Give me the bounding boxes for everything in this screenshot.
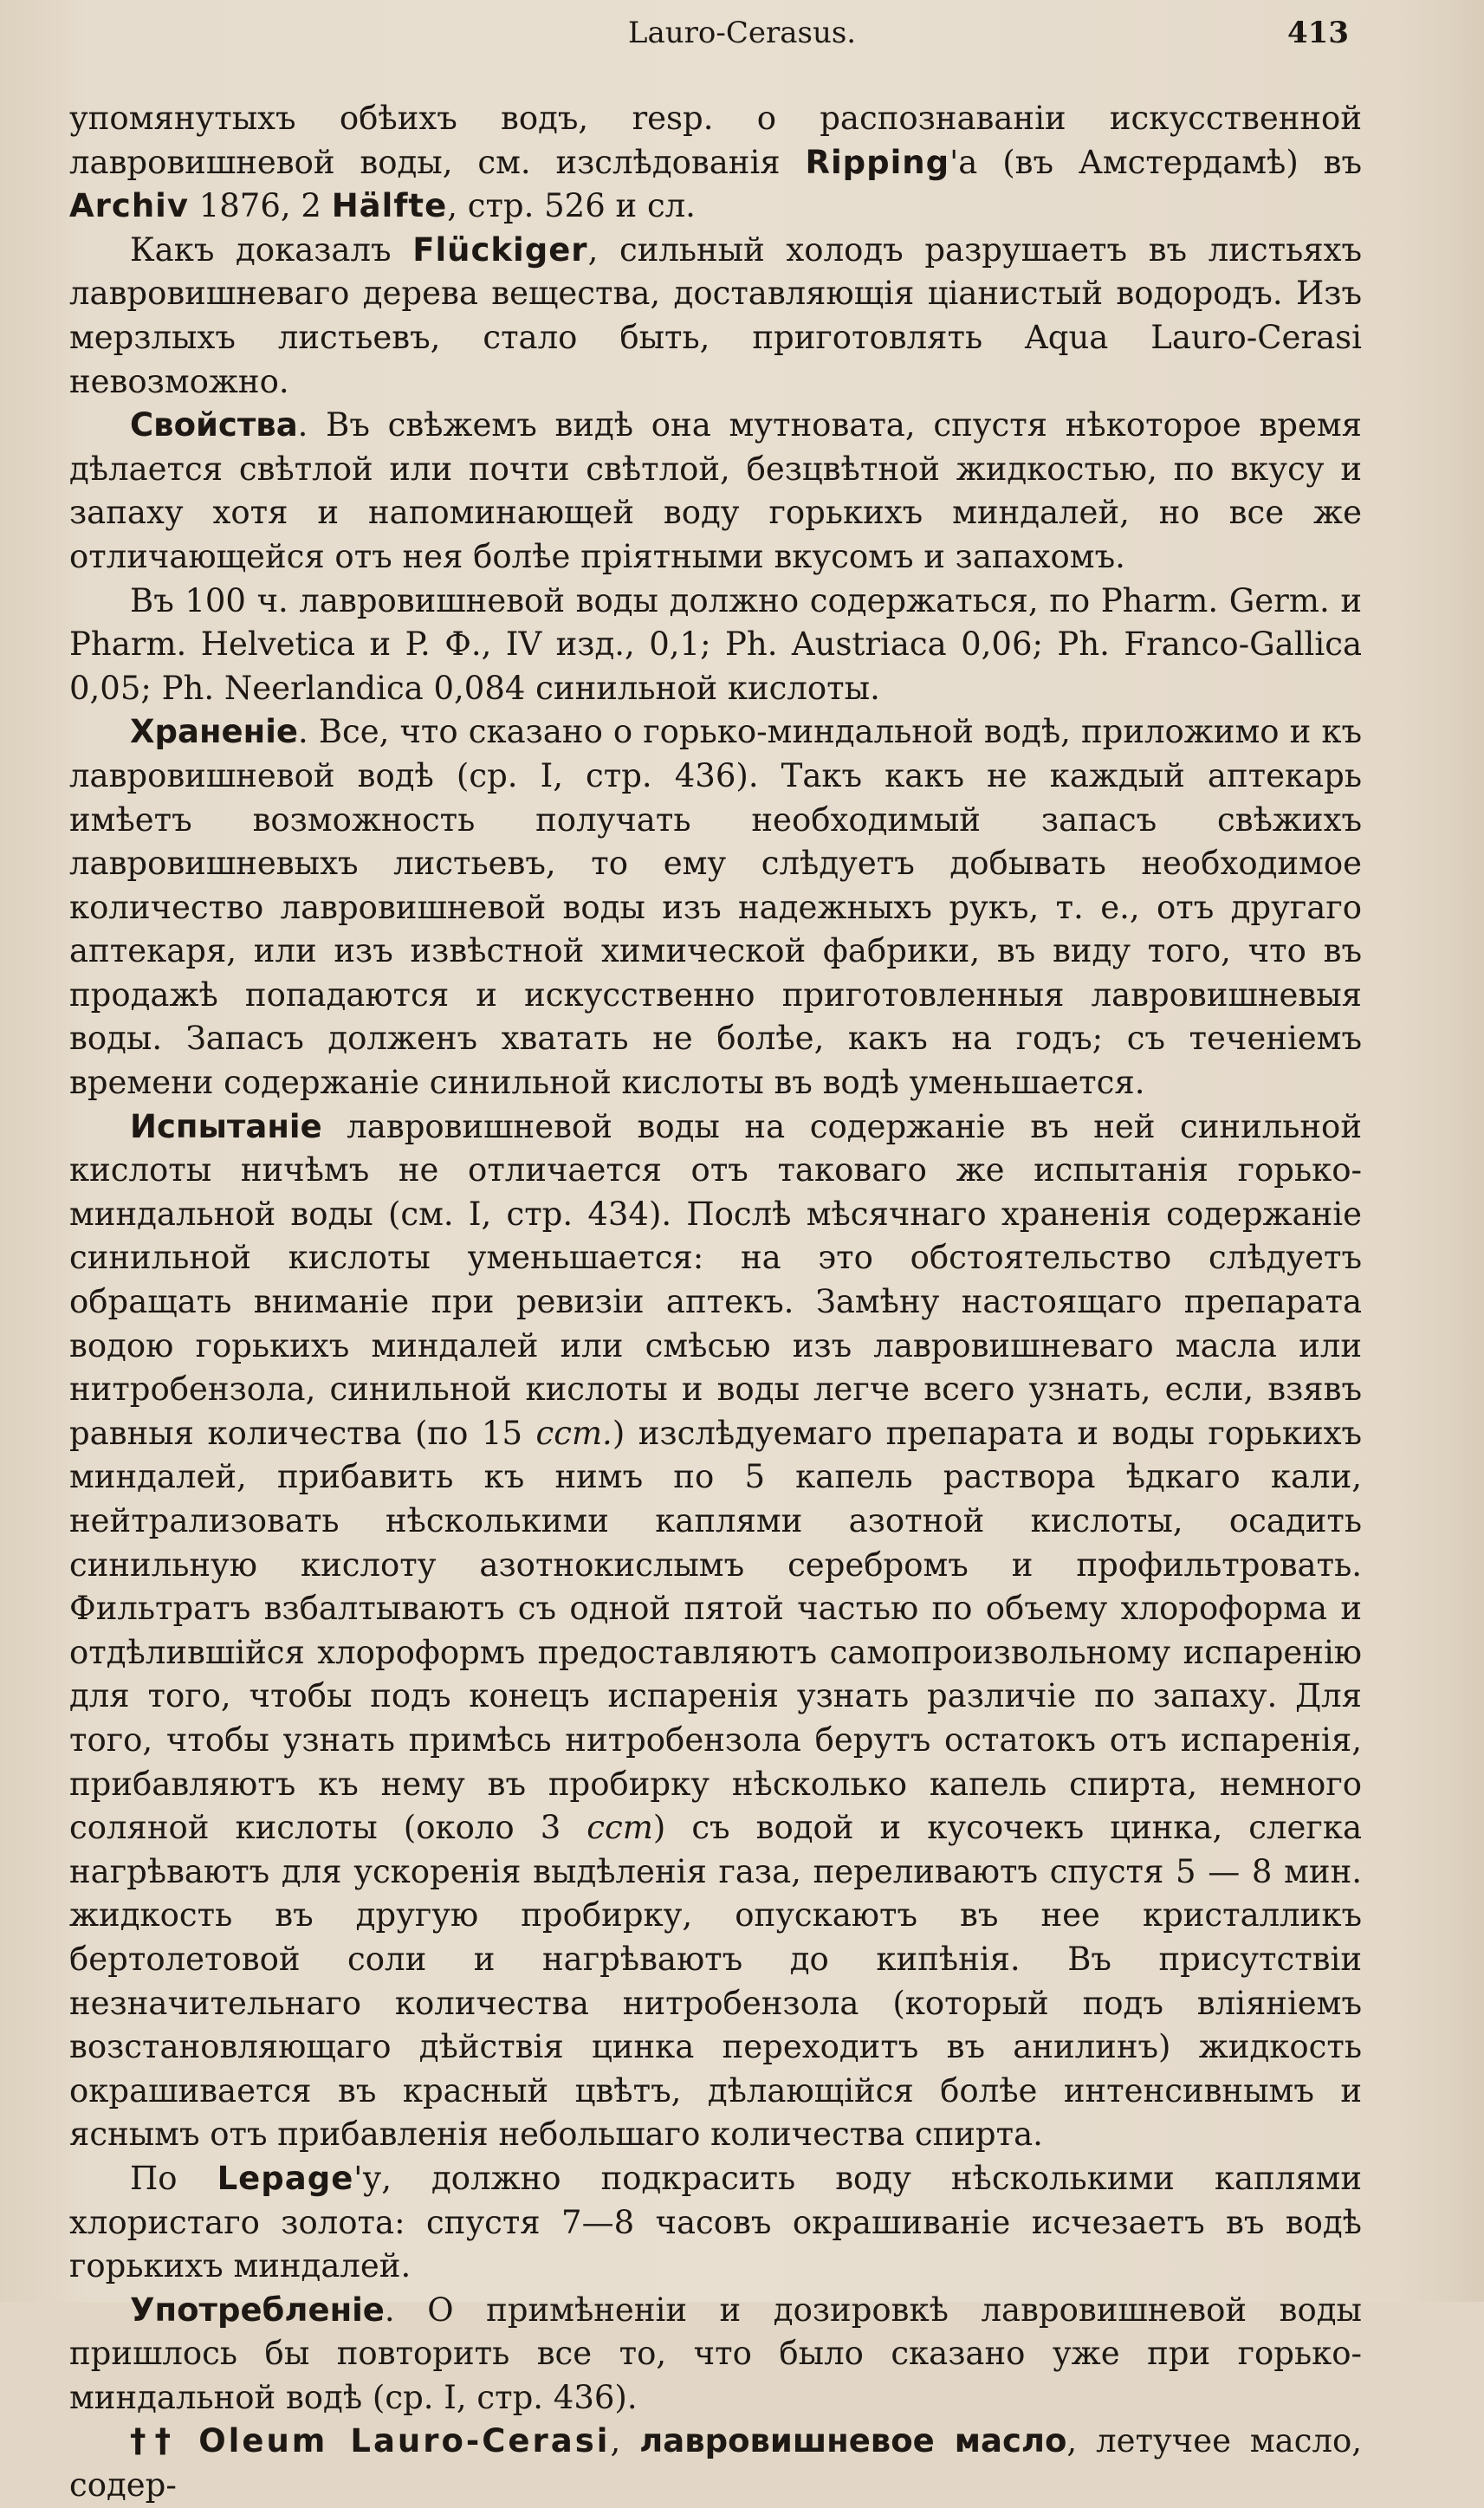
paragraph-usage: Употребленіе. О примѣненіи и дозировкѣ лавровишневой воды пришлось бы повторить все то, что было сказано уже при горько-миндальной водѣ (ср. I, стр. 436). — [69, 2291, 1362, 2416]
paragraph-testing: Испытаніе лавровишневой воды на содержаніе въ ней синильной кислоты ничѣмъ не отличается отъ таковаго же испытанія горько-миндальной воды (см. I, стр. 434). Послѣ мѣсячнаго храненія содержаніе синильной кислоты уменьшается: на это обстоятельство слѣдуетъ обращать вниманіе при ревизіи аптекъ. Замѣну настоящаго препарата водою горькихъ миндалей или смѣсью изъ лавровишневаго масла или нитробензола, синильной кислоты и воды легче всего узнать, если, взявъ равныя количества (по 15 ccm.) изслѣдуемаго препарата и воды горькихъ миндалей, прибавить къ нимъ по 5 капель раствора ѣдкаго кали, нейтрализовать нѣсколькими каплями азотной кислоты, осадить синильную кислоту азотнокислымъ серебромъ и профильтровать. Фильтратъ взбалтываютъ съ одной пятой частью по объему хлороформа и отдѣлившійся хлороформъ предоставляютъ самопроизвольному испаренію для того, чтобы подъ конецъ испаренія узнать различіе по запаху. Для того, чтобы узнать примѣсь нитробензола берутъ остатокъ отъ испаренія, прибавляютъ къ нему въ пробирку нѣсколько капель спирта, немного соляной кислоты (около 3 ccm) съ водой и кусочекъ цинка, слегка нагрѣваютъ для ускоренія выдѣленія газа, переливаютъ спустя 5 — 8 мин. жидкость въ другую пробирку, опускаютъ въ нее кристалликъ бертолетовой соли и нагрѣваютъ до кипѣнія. Въ присутствіи незначительнаго количества нитробензола (который подъ вліяніемъ возстановляющаго дѣйствія цинка переходитъ въ анилинъ) жидкость окрашивается въ красный цвѣтъ, дѣлающійся болѣе интенсивнымъ и яснымъ отъ прибавленія небольшаго количества спирта. — [69, 1107, 1363, 2154]
unit-ccm: ccm. — [535, 1414, 612, 1452]
entry-title-oleum: Oleum Lauro-Cerasi — [198, 2422, 611, 2460]
author-flueckiger: Flückiger — [412, 230, 588, 269]
section-heading-testing: Испытаніе — [130, 1107, 322, 1145]
section-heading-usage: Употребленіе — [130, 2291, 385, 2329]
page-number: 413 — [1287, 16, 1349, 50]
paragraph-flueckiger: Какъ доказалъ Flückiger, сильный холодъ разрушаетъ въ листьяхъ лавровишневаго дерева вещества, доставляющія ціанистый водородъ. Изъ мерзлыхъ листьевъ, стало быть, приготовлять Aqua Lauro-Cerasi невозможно. — [69, 230, 1362, 400]
journal-archiv: Archiv — [69, 187, 189, 225]
body-text — [69, 97, 1362, 2508]
entry-russian-name: лавровишневое масло — [639, 2422, 1067, 2460]
paragraph-pharmacopoeia-content: Въ 100 ч. лавровишневой воды должно содержаться, по Pharm. Germ. и Pharm. Helvetica и P. Ф., IV изд., 0,1; Ph. Austriaca 0,06; Ph. Franco-Gallica 0,05; Ph. Neerlandica 0,084 синильной кислоты. — [69, 581, 1362, 707]
unit-ccm: ccm — [586, 1809, 653, 1847]
paragraph-storage: Храненіе. Все, что сказано о горько-миндальной водѣ, приложимо и къ лавровишневой водѣ (ср. I, стр. 436). Такъ какъ не каждый аптекарь имѣетъ возможность получать необходимый запасъ свѣжихъ лавровишневыхъ листьевъ, то ему слѣдуетъ добывать необходимое количество лавровишневой воды изъ надежныхъ рукъ, т. е., отъ другаго аптекаря, или изъ извѣстной химической фабрики, въ виду того, что въ продажѣ попадаются и искусственно приготовленныя лавровишневыя воды. Запасъ долженъ хватать не болѣе, какъ на годъ; съ теченіемъ времени содержаніе синильной кислоты въ водѣ уменьшается. — [69, 713, 1362, 1102]
paragraph-ripping-reference: упомянутыхъ обѣихъ водъ, resp. о распознаваніи искусственной лавровишневой воды, см. изслѣдованія Ripping'а (въ Амстердамѣ) въ Archiv 1876, 2 Hälfte, стр. 526 и сл. — [69, 100, 1362, 225]
section-heading-properties: Свойства — [130, 406, 298, 444]
paragraph-properties: Свойства. Въ свѣжемъ видѣ она мутновата, спустя нѣкоторое время дѣлается свѣтлой или почти свѣтлой, безцвѣтной жидкостью, по вкусу и запаху хотя и напоминающей воду горькихъ миндалей, но все же отличающейся отъ нея болѣе пріятными вкусомъ и запахомъ. — [69, 406, 1362, 575]
word-halfte: Hälfte — [331, 187, 448, 225]
paragraph-lepage: По Lepage'у, должно подкрасить воду нѣсколькими каплями хлористаго золота: спустя 7—8 часовъ окрашиваніе исчезаетъ въ водѣ горькихъ миндалей. — [69, 2159, 1362, 2285]
author-ripping: Ripping — [805, 143, 950, 181]
running-head-title: Lauro-Cerasus. — [627, 16, 857, 50]
dagger-marks: †† — [130, 2422, 180, 2460]
author-lepage: Lepage — [217, 2159, 354, 2197]
paragraph-oleum-lauro-cerasi: †† Oleum Lauro-Cerasi, лавровишневое масло, летучее масло, содер- — [69, 2422, 1362, 2505]
running-head — [0, 14, 1484, 52]
section-heading-storage: Храненіе — [130, 713, 298, 751]
